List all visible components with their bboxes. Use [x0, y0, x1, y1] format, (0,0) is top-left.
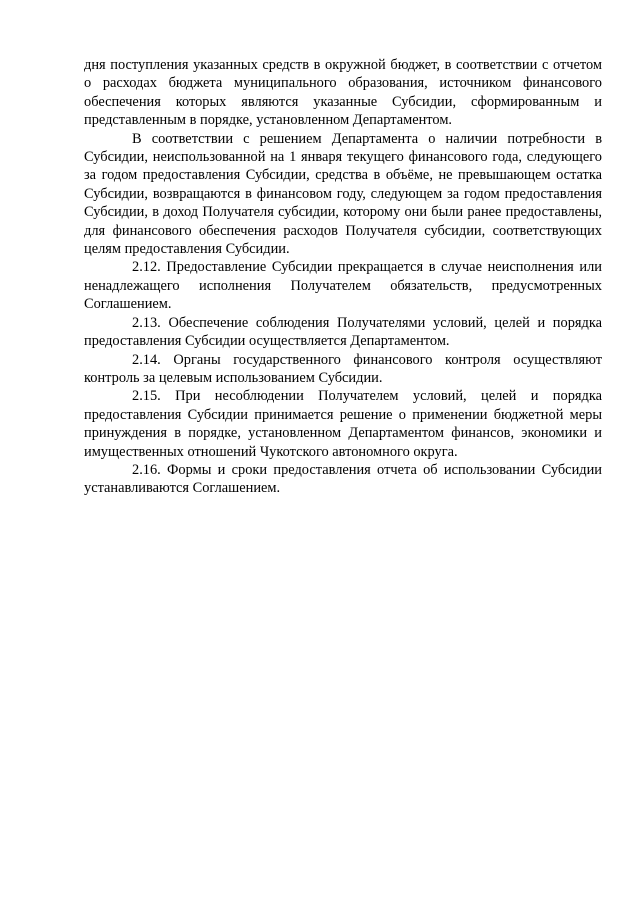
paragraph-2-12: 2.12. Предоставление Субсидии прекращается в случае неисполнения или ненадлежащего исполнения Получателем обязательств, предусмотренных Соглашением.	[84, 259, 602, 313]
paragraph-2-16: 2.16. Формы и сроки предоставления отчета об использовании Субсидии устанавливаются Соглашением.	[84, 461, 602, 497]
paragraph-2-13: 2.13. Обеспечение соблюдения Получателями условий, целей и порядка предоставления Субсидии осуществляется Департаментом.	[84, 314, 602, 350]
paragraph-subsidy-return: В соответствии с решением Департамента о наличии потребности в Субсидии, неиспользованной на 1 января текущего финансового года, следующего за годом предоставления Субсидии, средства в объёме, не превышающем остатка Субсидии, возвращаются в финансовом году, следующем за годом предоставления Субсидии, в доход Получателя субсидии, которому они были ранее предоставлены, для финансового обеспечения расходов Получателя субсидии, соответствующих целям предоставления Субсидии.	[84, 130, 602, 258]
paragraph-2-15: 2.15. При несоблюдении Получателем условий, целей и порядка предоставления Субсидии принимается решение о применении бюджетной меры принуждения в порядке, установленном Департаментом финансов, экономики и имущественных отношений Чукотского автономного округа.	[84, 388, 602, 460]
paragraph-continuation: дня поступления указанных средств в окружной бюджет, в соответствии с отчетом о расходах бюджета муниципального образования, источником финансового обеспечения которых являются указанные Субсидии, сформированным и представленным в порядке, установленном Департаментом.	[84, 57, 602, 129]
document-page	[84, 56, 602, 498]
paragraph-2-14: 2.14. Органы государственного финансового контроля осуществляют контроль за целевым использованием Субсидии.	[84, 351, 602, 386]
